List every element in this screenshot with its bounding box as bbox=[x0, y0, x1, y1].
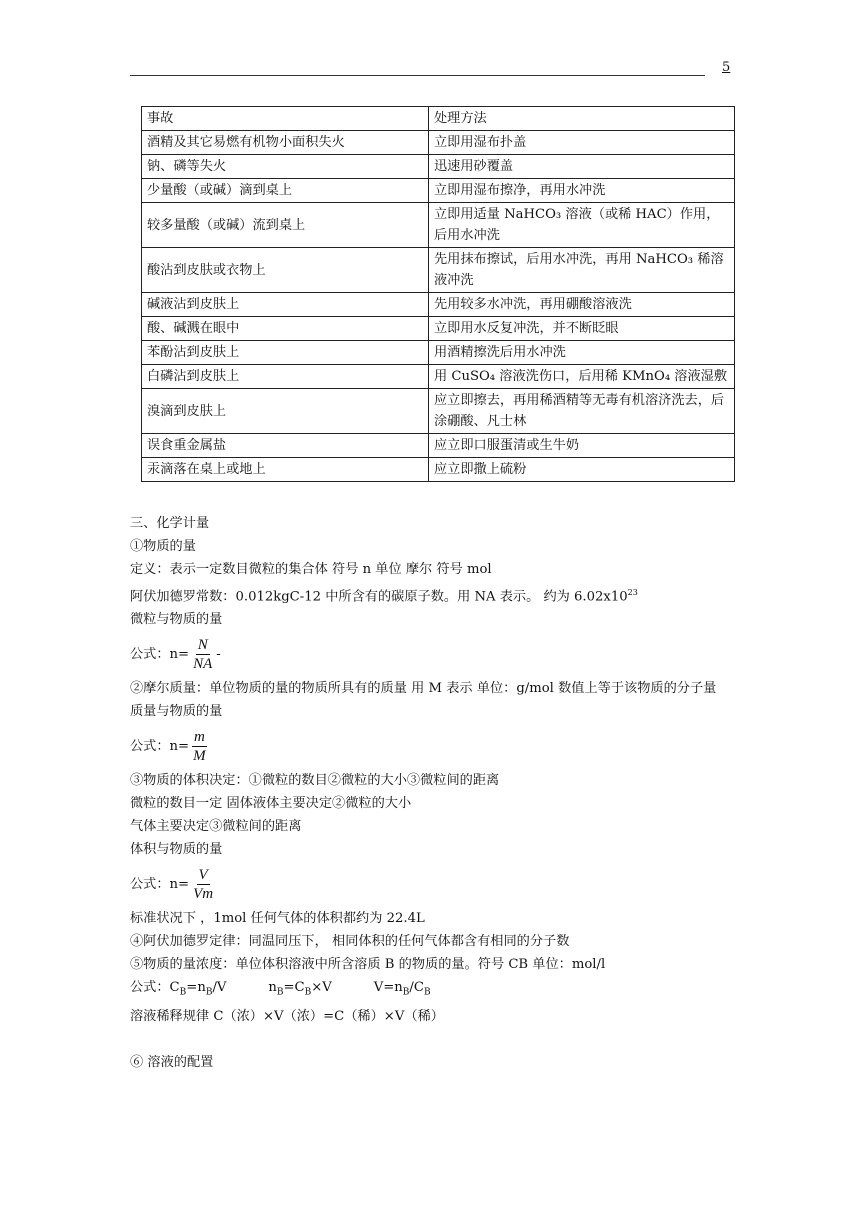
treatment-cell: 用 CuSO₄ 溶液洗伤口，后用稀 KMnO₄ 溶液湿敷 bbox=[429, 365, 735, 389]
avogadro-law-line: ④阿伏加德罗定律：同温同压下， 相同体积的任何气体都含有相同的分子数 bbox=[130, 934, 570, 950]
accident-cell: 碱液沾到皮肤上 bbox=[142, 293, 429, 317]
accident-cell: 白磷沾到皮肤上 bbox=[142, 365, 429, 389]
table-row bbox=[142, 131, 735, 155]
table-header-row bbox=[142, 107, 735, 131]
treatment-cell: 应立即撒上硫粉 bbox=[429, 458, 735, 482]
table-row bbox=[142, 179, 735, 203]
table-row bbox=[142, 203, 735, 248]
formula-label: 公式：n= bbox=[130, 738, 190, 754]
treatment-cell: 立即用湿布擦净，再用水冲洗 bbox=[429, 179, 735, 203]
formula-trailing-dash: - bbox=[216, 646, 221, 662]
table-row bbox=[142, 155, 735, 179]
mass-vs-moles-label: 质量与物质的量 bbox=[130, 704, 223, 720]
formula-n-from-m bbox=[130, 723, 740, 769]
avogadro-text: 阿伏加德罗常数：0.012kgC-12 中所含有的碳原子数。用 NA 表示。 约为 6.02x10 bbox=[130, 589, 628, 605]
table-row bbox=[142, 293, 735, 317]
fraction-numerator: V bbox=[198, 866, 208, 883]
table-row bbox=[142, 458, 735, 482]
accident-cell: 钠、磷等失火 bbox=[142, 155, 429, 179]
table-row bbox=[142, 248, 735, 293]
treatment-cell: 先用抹布擦试，后用水冲洗，再用 NaHCO₃ 稀溶液冲洗 bbox=[429, 248, 735, 293]
fraction-denominator: M bbox=[193, 747, 206, 764]
avogadro-exponent: 23 bbox=[627, 588, 638, 597]
fraction-numerator: m bbox=[193, 728, 205, 745]
accident-cell: 酒精及其它易燃有机物小面积失火 bbox=[142, 131, 429, 155]
molar-mass-paragraph: ②摩尔质量：单位物质的量的物质所具有的质量 用 M 表示 单位：g/mol 数值上等于该物质的分子量 bbox=[130, 681, 717, 697]
fraction-numerator: N bbox=[197, 636, 208, 653]
treatment-cell: 立即用水反复冲洗，并不断眨眼 bbox=[429, 317, 735, 341]
formula-label: 公式：n= bbox=[130, 876, 190, 892]
table-row bbox=[142, 365, 735, 389]
standard-conditions-line: 标准状况下 ，1mol 任何气体的体积都约为 22.4L bbox=[130, 911, 425, 927]
accident-cell: 少量酸（或碱）滴到桌上 bbox=[142, 179, 429, 203]
formula-n-from-V bbox=[130, 861, 740, 907]
accident-cell: 酸、碱溅在眼中 bbox=[142, 317, 429, 341]
table-row bbox=[142, 434, 735, 458]
particles-vs-moles-label: 微粒与物质的量 bbox=[130, 612, 223, 628]
treatment-cell: 应立即擦去，再用稀酒精等无毒有机溶济洗去，后涂硼酸、凡士林 bbox=[429, 389, 735, 434]
table-row bbox=[142, 341, 735, 365]
accident-cell: 苯酚沾到皮肤上 bbox=[142, 341, 429, 365]
chemistry-measurement-section bbox=[130, 512, 740, 1074]
concentration-line: ⑤物质的量浓度：单位体积溶液中所含溶质 B 的物质的量。符号 CB 单位：mol/l bbox=[130, 957, 606, 973]
page-number: 5 bbox=[722, 60, 731, 75]
accident-cell: 事故 bbox=[142, 107, 429, 131]
accident-handling-table bbox=[141, 106, 735, 482]
concentration-formula-line: 公式：$C_B=n_B/V$ $n_B=C_B\times V$ $V=n_B/C_B$ bbox=[130, 980, 431, 999]
definition-line: 定义：表示一定数目微粒的集合体 符号 n 单位 摩尔 符号 mol bbox=[130, 562, 492, 577]
fraction-denominator: NA bbox=[193, 655, 213, 672]
gas-line: 气体主要决定③微粒间的距离 bbox=[130, 819, 302, 835]
volume-factors-line: ③物质的体积决定：①微粒的数目②微粒的大小③微粒间的距离 bbox=[130, 773, 500, 789]
formula-n-from-N bbox=[130, 631, 740, 677]
fraction-V-over-Vm bbox=[191, 866, 215, 903]
volume-vs-moles-label: 体积与物质的量 bbox=[130, 842, 223, 858]
accident-cell: 误食重金属盐 bbox=[142, 434, 429, 458]
treatment-cell: 先用较多水冲洗，再用硼酸溶液洗 bbox=[429, 293, 735, 317]
fraction-denominator: Vm bbox=[193, 885, 214, 902]
fraction-m-over-M bbox=[191, 728, 208, 765]
subsection-solution-prep: ⑥ 溶液的配置 bbox=[130, 1055, 214, 1071]
table-row bbox=[142, 389, 735, 434]
table-row bbox=[142, 317, 735, 341]
accident-cell: 溴滴到皮肤上 bbox=[142, 389, 429, 434]
treatment-cell: 处理方法 bbox=[429, 107, 735, 131]
treatment-cell: 迅速用砂覆盖 bbox=[429, 155, 735, 179]
avogadro-constant-line bbox=[130, 581, 740, 608]
dilution-rule-line: 溶液稀释规律 C（浓）×V（浓）=C（稀）×V（稀） bbox=[130, 1009, 444, 1025]
accident-cell: 酸沾到皮肤或衣物上 bbox=[142, 248, 429, 293]
accident-cell: 汞滴落在桌上或地上 bbox=[142, 458, 429, 482]
solid-liquid-line: 微粒的数目一定 固体液体主要决定②微粒的大小 bbox=[130, 796, 412, 812]
treatment-cell: 立即用湿布扑盖 bbox=[429, 131, 735, 155]
treatment-cell: 用酒精擦洗后用水冲洗 bbox=[429, 341, 735, 365]
header-rule bbox=[130, 75, 705, 76]
treatment-cell: 立即用适量 NaHCO₃ 溶液（或稀 HAC）作用，后用水冲洗 bbox=[429, 203, 735, 248]
section-title: 三、化学计量 bbox=[130, 516, 210, 531]
accident-cell: 较多量酸（或碱）流到桌上 bbox=[142, 203, 429, 248]
subsection-amount-of-substance: ①物质的量 bbox=[130, 539, 196, 554]
fraction-N-over-NA bbox=[191, 636, 214, 673]
formula-label: 公式：n= bbox=[130, 646, 190, 662]
treatment-cell: 应立即口服蛋清或生牛奶 bbox=[429, 434, 735, 458]
